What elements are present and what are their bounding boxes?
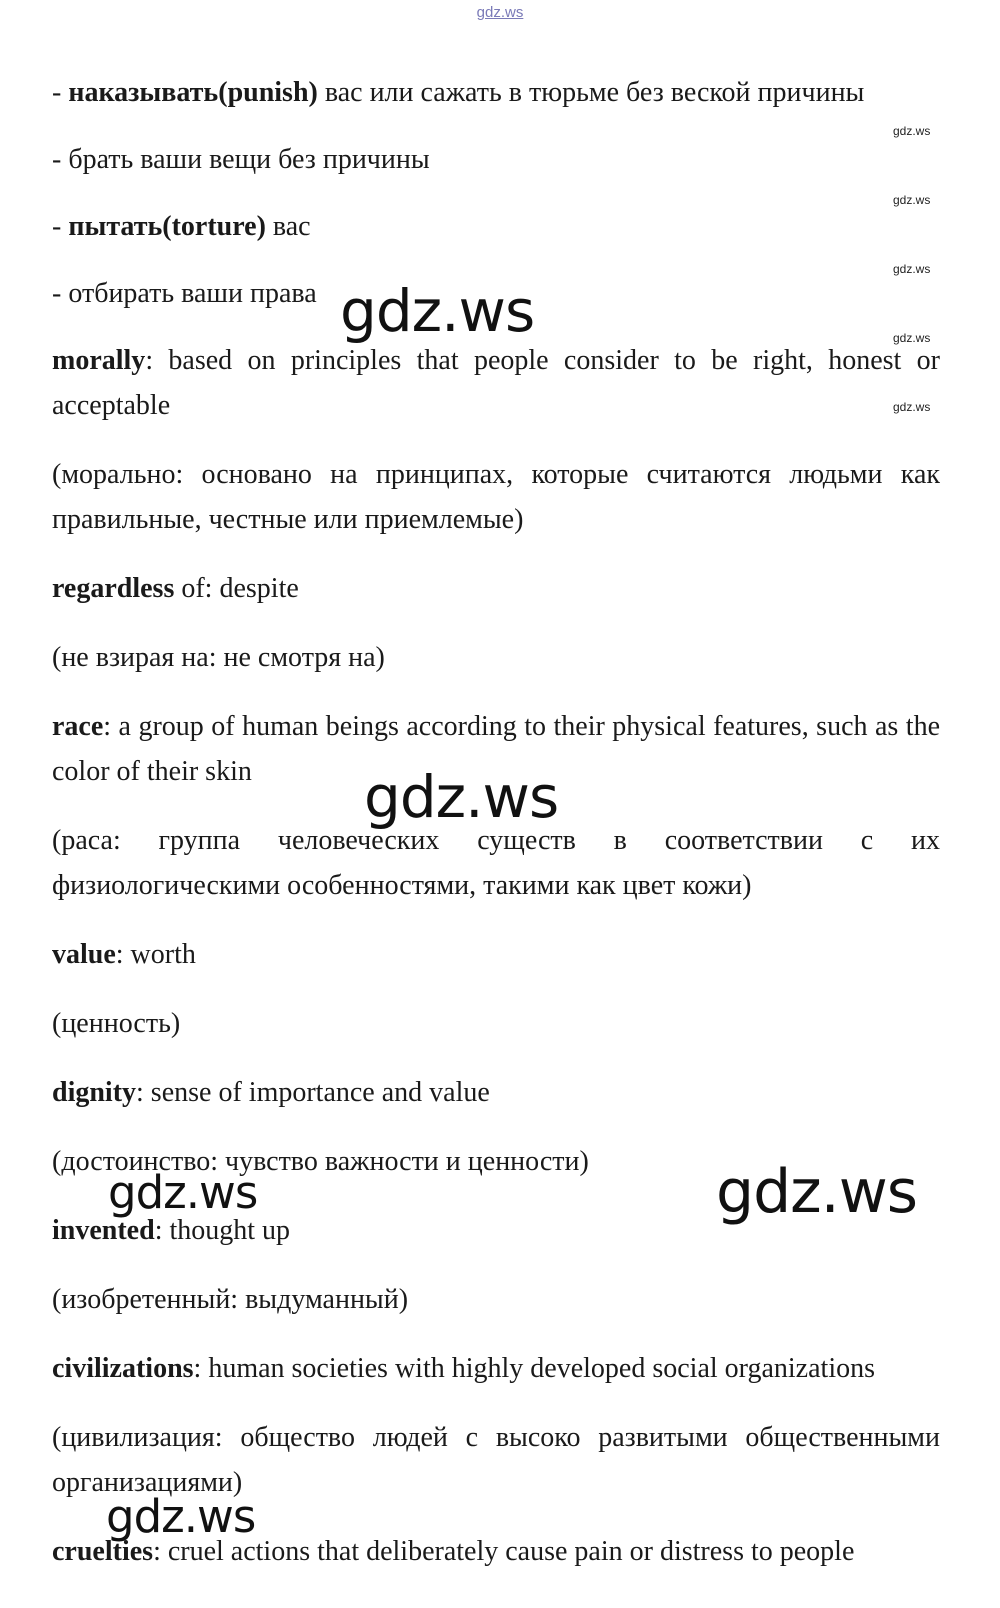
- term-cruelties: cruelties: [52, 1536, 154, 1567]
- term-morally: morally: [52, 345, 146, 376]
- translation-dignity: (достоинство: чувство важности и ценности): [52, 1146, 589, 1177]
- term-civilizations: civilizations: [52, 1353, 194, 1384]
- watermark-small: gdz.ws: [893, 262, 931, 276]
- term-invented: invented: [52, 1215, 155, 1246]
- list-item-punish: - наказывать(punish) вас или сажать в тюрьме без веской причины: [52, 77, 865, 108]
- term-regardless: regardless: [52, 573, 175, 604]
- watermark-small: gdz.ws: [893, 193, 931, 207]
- watermark-large: gdz.ws: [108, 1166, 258, 1219]
- definition-race: race: a group of human beings according to their physical features, such as the color of their skin: [52, 711, 940, 787]
- watermark-large: gdz.ws: [106, 1490, 256, 1543]
- term-punish: наказывать(punish): [68, 77, 318, 108]
- watermark-large: gdz.ws: [340, 277, 535, 345]
- list-item-rights: - отбирать ваши права: [52, 278, 317, 309]
- list-item-torture: - пытать(torture) вас: [52, 211, 311, 242]
- watermark-small: gdz.ws: [893, 400, 931, 414]
- definition-cruelties: cruelties: cruel actions that deliberately cause pain or distress to people: [52, 1536, 855, 1567]
- definition-value: value: worth: [52, 939, 196, 970]
- watermark-large: gdz.ws: [716, 1157, 918, 1227]
- definition-regardless: regardless of: despite: [52, 573, 299, 604]
- definition-dignity: dignity: sense of importance and value: [52, 1077, 490, 1108]
- definition-morally: morally: based on principles that people consider to be right, honest or acceptable: [52, 345, 940, 421]
- translation-value: (ценность): [52, 1008, 181, 1039]
- term-dignity: dignity: [52, 1077, 137, 1108]
- header-link[interactable]: gdz.ws: [476, 4, 524, 21]
- term-value: value: [52, 939, 116, 970]
- watermark-small: gdz.ws: [893, 124, 931, 138]
- translation-invented: (изобретенный: выдуманный): [52, 1284, 409, 1315]
- list-item-take-things: - брать ваши вещи без причины: [52, 144, 430, 175]
- watermark-small: gdz.ws: [893, 331, 931, 345]
- watermark-large: gdz.ws: [364, 763, 559, 831]
- term-torture: пытать(torture): [68, 211, 266, 242]
- translation-regardless: (не взирая на: не смотря на): [52, 642, 385, 673]
- translation-morally: (морально: основано на принципах, которые считаются людьми как правильные, честные или приемлемые): [52, 459, 940, 535]
- translation-race: (раса: группа человеческих существ в соответствии с их физиологическими особенностями, такими как цвет кожи): [52, 825, 940, 901]
- term-race: race: [52, 711, 104, 742]
- definition-civilizations: civilizations: human societies with highly developed social organizations: [52, 1353, 875, 1384]
- definition-invented: invented: thought up: [52, 1215, 291, 1246]
- translation-civilizations: (цивилизация: общество людей с высоко развитыми общественными организациями): [52, 1422, 940, 1498]
